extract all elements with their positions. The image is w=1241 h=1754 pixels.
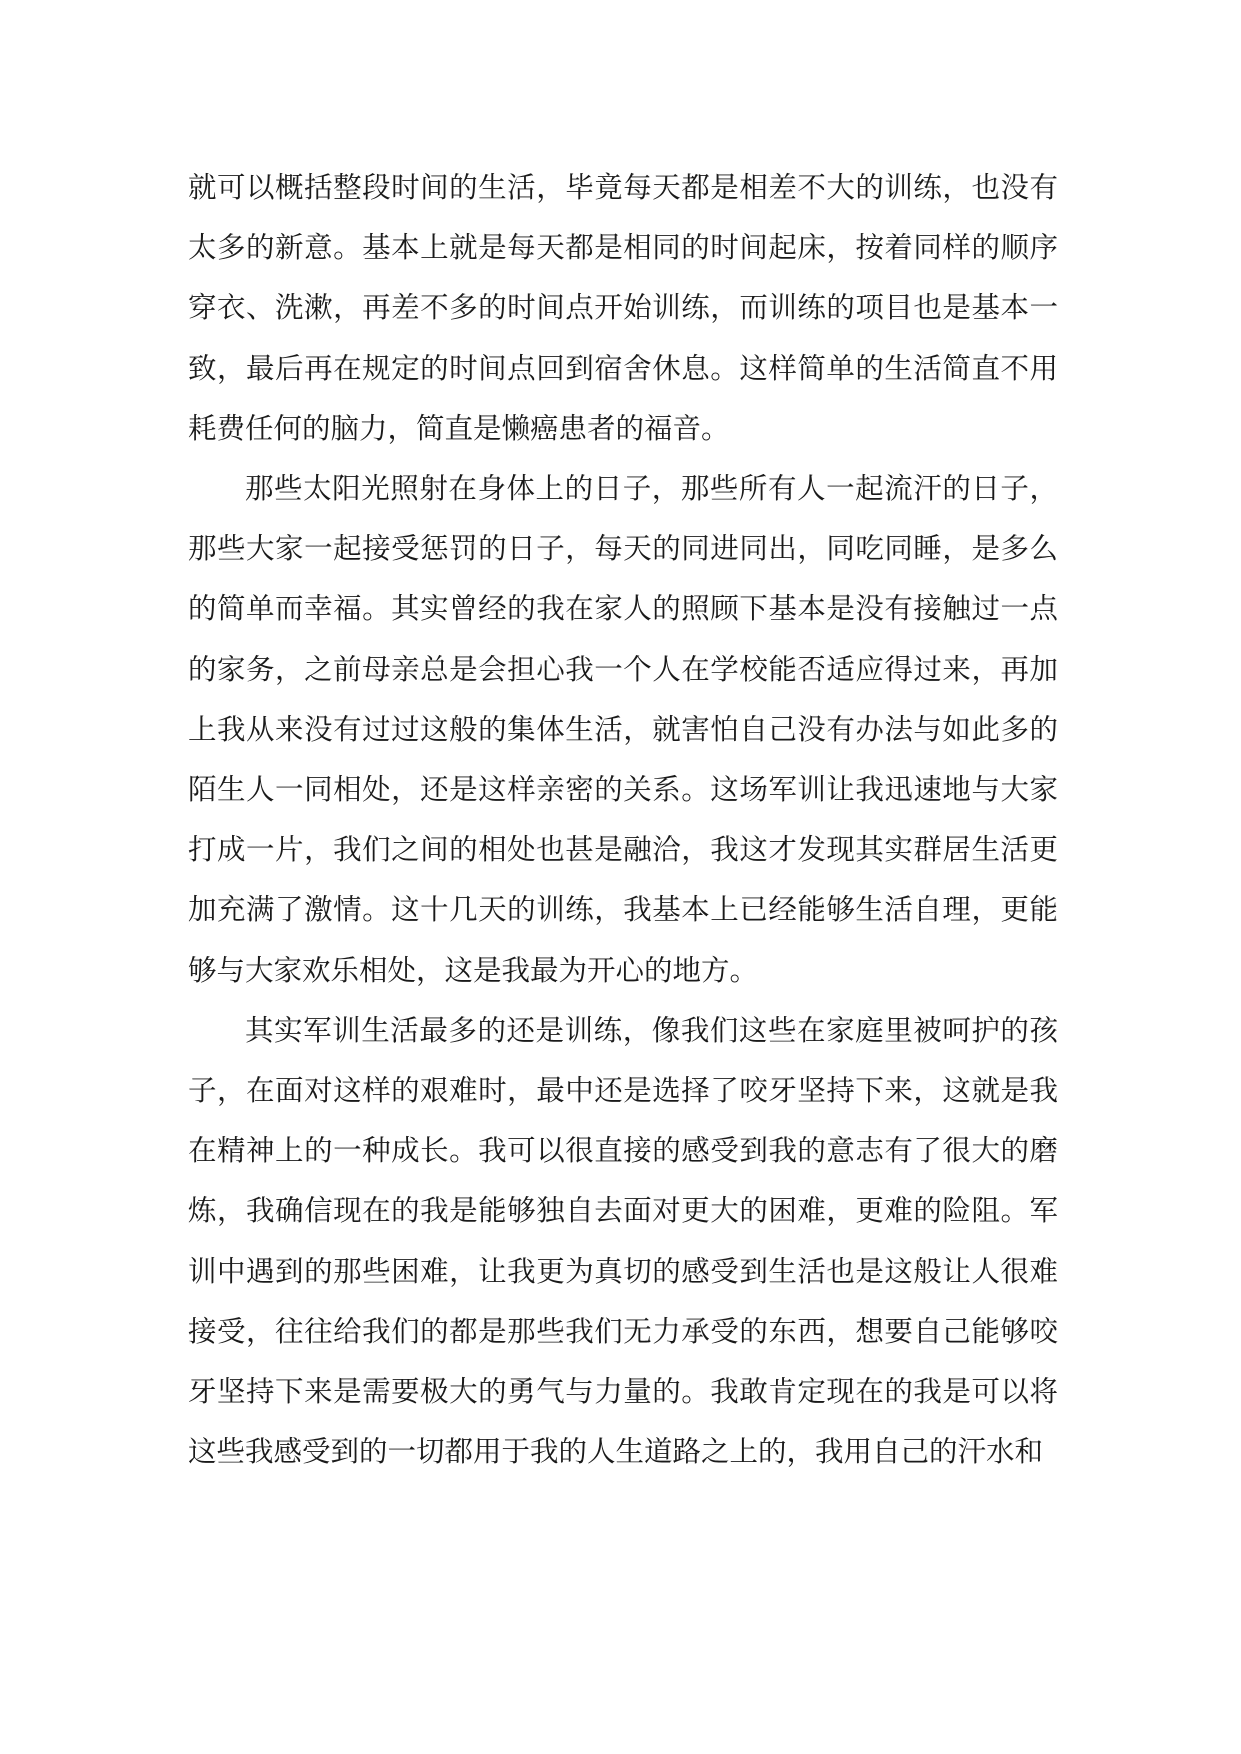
paragraph: 其实军训生活最多的还是训练，像我们这些在家庭里被呵护的孩子，在面对这样的艰难时，最中还是选择了咬牙坚持下来，这就是我在精神上的一种成长。我可以很直接的感受到我的意志有了很大的磨炼，我确信现在的我是能够独自去面对更大的困难，更难的险阻。军训中遇到的那些困难，让我更为真切的感受到生活也是这般让人很难接受，往往给我们的都是那些我们无力承受的东西，想要自己能够咬牙坚持下来是需要极大的勇气与力量的。我敢肯定现在的我是可以将这些我感受到的一切都用于我的人生道路之上的，我用自己的汗水和 (188, 1013, 1058, 1469)
paragraph: 那些太阳光照射在身体上的日子，那些所有人一起流汗的日子，那些大家一起接受惩罚的日子，每天的同进同出，同吃同睡，是多么的简单而幸福。其实曾经的我在家人的照顾下基本是没有接触过一点的家务，之前母亲总是会担心我一个人在学校能否适应得过来，再加上我从来没有过过这般的集体生活，就害怕自己没有办法与如此多的陌生人一同相处，还是这样亲密的关系。这场军训让我迅速地与大家打成一片，我们之间的相处也甚是融洽，我这才发现其实群居生活更加充满了激情。这十几天的训练，我基本上已经能够生活自理，更能够与大家欢乐相处，这是我最为开心的地方。 (188, 472, 1058, 987)
paragraph-continued: 就可以概括整段时间的生活，毕竟每天都是相差不大的训练，也没有太多的新意。基本上就是每天都是相同的时间起床，按着同样的顺序穿衣、洗漱，再差不多的时间点开始训练，而训练的项目也是基本一致，最后再在规定的时间点回到宿舍休息。这样简单的生活简直不用耗费任何的脑力，简直是懒癌患者的福音。 (188, 171, 1058, 445)
document-body (188, 158, 1058, 1482)
